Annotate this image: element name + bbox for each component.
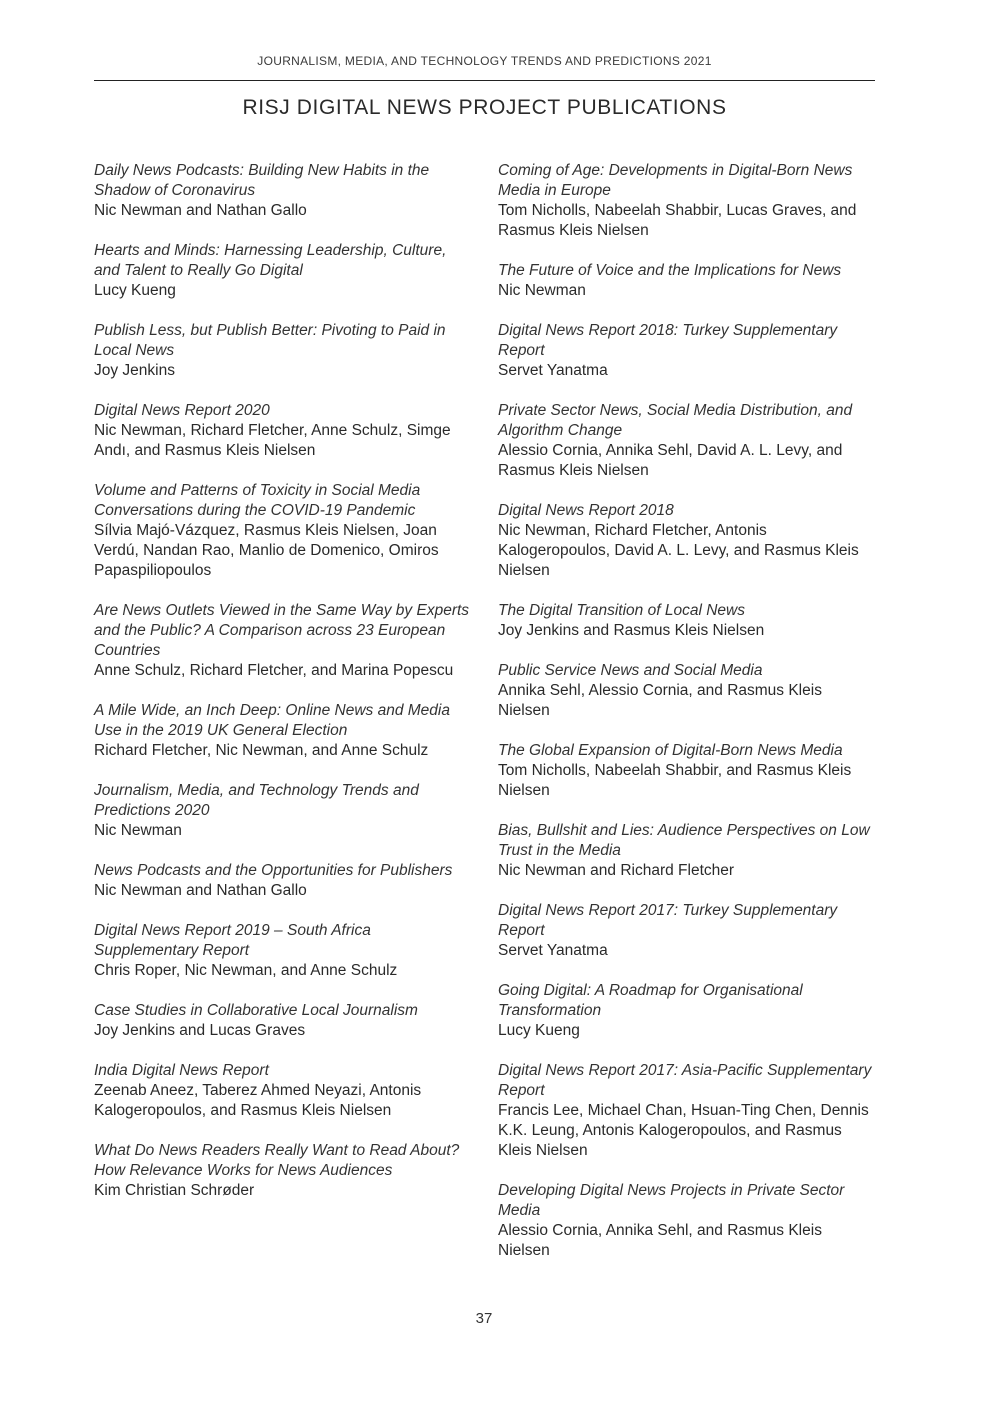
publication-authors: Nic Newman — [498, 282, 586, 299]
publication-authors: Nic Newman and Nathan Gallo — [94, 882, 307, 899]
publication-entry — [94, 1001, 472, 1041]
publication-entry — [498, 821, 876, 881]
publication-authors: Tom Nicholls, Nabeelah Shabbir, and Rasmus Kleis Nielsen — [498, 762, 852, 799]
publication-authors: Francis Lee, Michael Chan, Hsuan-Ting Chen, Dennis K.K. Leung, Antonis Kalogeropoulos, and Rasmus Kleis Nielsen — [498, 1102, 869, 1159]
publication-entry — [94, 321, 472, 381]
publication-entry — [498, 901, 876, 961]
publication-title: The Global Expansion of Digital-Born News Media — [498, 742, 843, 759]
publication-authors: Zeenab Aneez, Taberez Ahmed Neyazi, Antonis Kalogeropoulos, and Rasmus Kleis Nielsen — [94, 1082, 422, 1119]
publication-title: Digital News Report 2017: Turkey Supplementary Report — [498, 902, 838, 939]
publication-entry — [498, 601, 876, 641]
publications-left-column — [94, 161, 472, 1221]
publication-entry — [498, 661, 876, 721]
publication-title: Are News Outlets Viewed in the Same Way by Experts and the Public? A Comparison across 23 European Countries — [94, 602, 470, 659]
publication-entry — [94, 1141, 472, 1201]
publication-authors: Joy Jenkins and Lucas Graves — [94, 1022, 306, 1039]
publication-entry — [498, 261, 876, 301]
publication-title: Case Studies in Collaborative Local Journalism — [94, 1002, 418, 1019]
publication-title: Going Digital: A Roadmap for Organisational Transformation — [498, 982, 803, 1019]
page-number: 37 — [475, 1310, 493, 1327]
publication-entry — [94, 921, 472, 981]
publication-title: Publish Less, but Publish Better: Pivoting to Paid in Local News — [94, 322, 446, 359]
publication-entry — [498, 501, 876, 581]
publication-entry — [498, 321, 876, 381]
publication-entry — [94, 401, 472, 461]
publication-authors: Alessio Cornia, Annika Sehl, David A. L. Levy, and Rasmus Kleis Nielsen — [498, 442, 843, 479]
publication-authors: Kim Christian Schrøder — [94, 1182, 255, 1199]
publication-authors: Richard Fletcher, Nic Newman, and Anne Schulz — [94, 742, 429, 759]
publication-authors: Servet Yanatma — [498, 362, 608, 379]
publication-title: A Mile Wide, an Inch Deep: Online News and Media Use in the 2019 UK General Election — [94, 702, 450, 739]
publication-title: Digital News Report 2017: Asia-Pacific Supplementary Report — [498, 1062, 872, 1099]
publication-entry — [94, 1061, 472, 1121]
publication-authors: Joy Jenkins — [94, 362, 175, 379]
publication-entry — [94, 701, 472, 761]
publications-right-column — [498, 161, 876, 1281]
publication-authors: Nic Newman — [94, 822, 182, 839]
section-title: RISJ DIGITAL NEWS PROJECT PUBLICATIONS — [242, 96, 727, 119]
publication-title: Daily News Podcasts: Building New Habits in the Shadow of Coronavirus — [94, 162, 430, 199]
publication-entry — [94, 241, 472, 301]
publication-authors: Joy Jenkins and Rasmus Kleis Nielsen — [498, 622, 765, 639]
publication-title: Private Sector News, Social Media Distribution, and Algorithm Change — [498, 402, 853, 439]
publication-authors: Lucy Kueng — [94, 282, 176, 299]
publication-title: Hearts and Minds: Harnessing Leadership, Culture, and Talent to Really Go Digital — [94, 242, 447, 279]
publication-title: Public Service News and Social Media — [498, 662, 763, 679]
publication-entry — [498, 741, 876, 801]
publication-title: What Do News Readers Really Want to Read About? How Relevance Works for News Audiences — [94, 1142, 460, 1179]
publication-authors: Alessio Cornia, Annika Sehl, and Rasmus Kleis Nielsen — [498, 1222, 822, 1259]
publication-entry — [498, 981, 876, 1041]
publication-title: Digital News Report 2018: Turkey Supplementary Report — [498, 322, 838, 359]
header-divider — [94, 80, 875, 81]
publication-authors: Lucy Kueng — [498, 1022, 580, 1039]
publication-authors: Servet Yanatma — [498, 942, 608, 959]
publication-entry — [94, 861, 472, 901]
publication-entry — [94, 481, 472, 581]
publication-title: Volume and Patterns of Toxicity in Social Media Conversations during the COVID-19 Pandemic — [94, 482, 421, 519]
publication-title: India Digital News Report — [94, 1062, 269, 1079]
publication-entry — [498, 1181, 876, 1261]
publication-authors: Sílvia Majó-Vázquez, Rasmus Kleis Nielsen, Joan Verdú, Nandan Rao, Manlio de Domenico, Omiros Papaspiliopoulos — [94, 522, 439, 579]
publication-authors: Nic Newman, Richard Fletcher, Anne Schulz, Simge Andı, and Rasmus Kleis Nielsen — [94, 422, 451, 459]
publication-entry — [498, 161, 876, 241]
publication-title: Digital News Report 2019 – South Africa Supplementary Report — [94, 922, 371, 959]
publication-authors: Chris Roper, Nic Newman, and Anne Schulz — [94, 962, 398, 979]
publication-title: Coming of Age: Developments in Digital-Born News Media in Europe — [498, 162, 853, 199]
running-header: JOURNALISM, MEDIA, AND TECHNOLOGY TRENDS AND PREDICTIONS 2021 — [257, 54, 712, 68]
publication-entry — [94, 781, 472, 841]
publication-entry — [94, 161, 472, 221]
publication-title: The Future of Voice and the Implications for News — [498, 262, 842, 279]
publication-authors: Tom Nicholls, Nabeelah Shabbir, Lucas Graves, and Rasmus Kleis Nielsen — [498, 202, 857, 239]
publication-entry — [498, 1061, 876, 1161]
publication-authors: Nic Newman and Nathan Gallo — [94, 202, 307, 219]
publication-authors: Annika Sehl, Alessio Cornia, and Rasmus Kleis Nielsen — [498, 682, 822, 719]
publication-title: Developing Digital News Projects in Private Sector Media — [498, 1182, 845, 1219]
publication-entry — [94, 601, 472, 681]
publication-authors: Nic Newman and Richard Fletcher — [498, 862, 735, 879]
publication-title: The Digital Transition of Local News — [498, 602, 745, 619]
publication-title: Digital News Report 2018 — [498, 502, 674, 519]
publication-title: Journalism, Media, and Technology Trends and Predictions 2020 — [94, 782, 419, 819]
publication-entry — [498, 401, 876, 481]
publication-authors: Nic Newman, Richard Fletcher, Antonis Kalogeropoulos, David A. L. Levy, and Rasmus Kleis Nielsen — [498, 522, 859, 579]
publication-title: Bias, Bullshit and Lies: Audience Perspectives on Low Trust in the Media — [498, 822, 870, 859]
publication-title: Digital News Report 2020 — [94, 402, 270, 419]
publication-title: News Podcasts and the Opportunities for Publishers — [94, 862, 453, 879]
publication-authors: Anne Schulz, Richard Fletcher, and Marina Popescu — [94, 662, 454, 679]
